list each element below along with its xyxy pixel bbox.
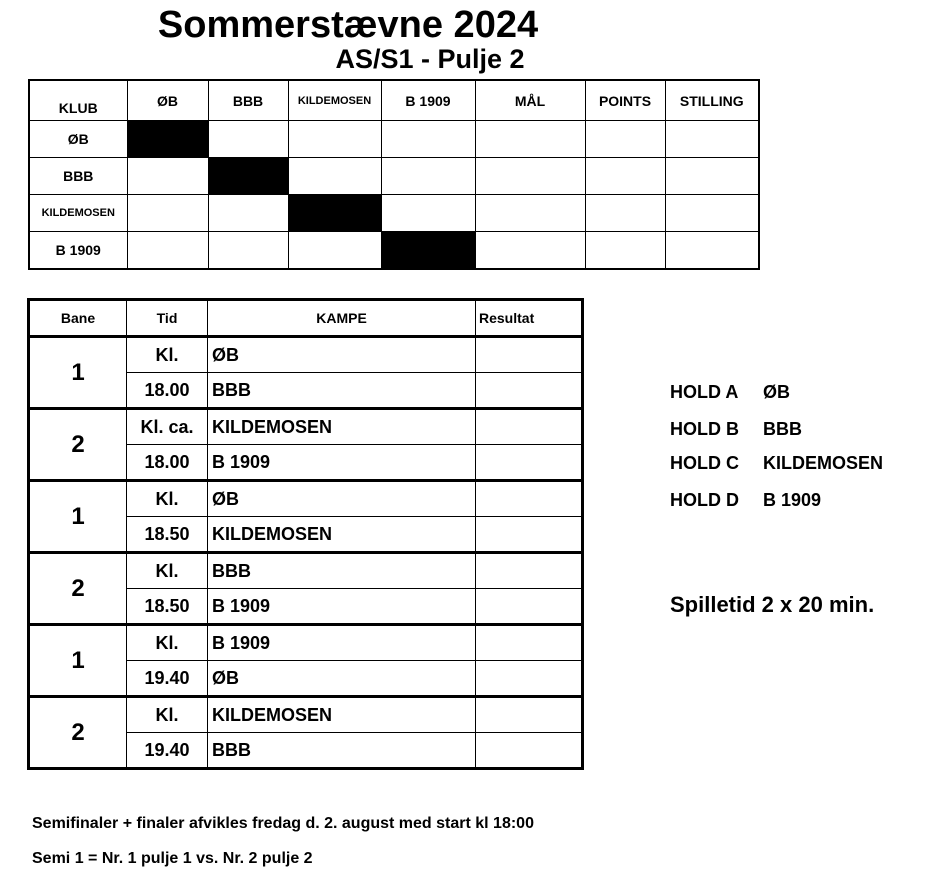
match-time: 18.50 [127,589,208,625]
mal-cell[interactable] [475,195,585,232]
match-home-team: KILDEMOSEN [208,697,476,733]
bane-number: 2 [29,409,127,481]
match-row [29,337,583,373]
match-away-team: B 1909 [208,445,476,481]
result-cell[interactable] [476,553,583,589]
result-cell[interactable] [476,481,583,517]
bane-number: 1 [29,625,127,697]
blocked-cell [127,121,208,158]
result-cell[interactable] [476,517,583,553]
header-klub: KLUB [29,80,127,121]
mal-cell[interactable] [475,158,585,195]
match-home-team: ØB [208,337,476,373]
stilling-cell[interactable] [665,195,759,232]
blocked-cell [381,232,475,270]
match-row [29,625,583,661]
hold-entry [670,453,883,474]
result-cell[interactable] [476,445,583,481]
result-cell[interactable] [288,158,381,195]
bane-number: 1 [29,481,127,553]
result-cell[interactable] [288,121,381,158]
header-resultat: Resultat [476,300,583,337]
header-club-b1909: B 1909 [381,80,475,121]
match-away-team: BBB [208,733,476,769]
footer-note: Semi 1 = Nr. 1 pulje 1 vs. Nr. 2 pulje 2 [32,850,313,867]
club-name: B 1909 [29,232,127,270]
match-home-team: ØB [208,481,476,517]
club-name: BBB [29,158,127,195]
header-club-bbb: BBB [208,80,288,121]
result-cell[interactable] [381,195,475,232]
mal-cell[interactable] [475,232,585,270]
spilletid-text: Spilletid 2 x 20 min. [670,592,875,617]
match-time: 19.40 [127,661,208,697]
match-row [29,553,583,589]
page-title: Sommerstævne 2024 [157,4,539,46]
result-cell[interactable] [127,158,208,195]
result-cell[interactable] [476,697,583,733]
hold-team: ØB [763,382,790,402]
stilling-cell[interactable] [665,232,759,270]
hold-entry [670,419,802,440]
match-kl: Kl. [127,553,208,589]
result-cell[interactable] [288,232,381,270]
match-time: 18.00 [127,445,208,481]
result-cell[interactable] [127,195,208,232]
match-away-team: B 1909 [208,589,476,625]
match-header-row [29,300,583,337]
match-home-team: KILDEMOSEN [208,409,476,445]
header-kampe: KAMPE [208,300,476,337]
hold-label: HOLD C [670,453,739,473]
match-time: 18.50 [127,517,208,553]
hold-label: HOLD B [670,419,739,439]
result-cell[interactable] [476,373,583,409]
blocked-cell [288,195,381,232]
hold-team: BBB [763,419,802,439]
header-points: POINTS [585,80,665,121]
footer-note: Semifinaler + finaler afvikles fredag d. 2. august med start kl 18:00 [32,815,534,832]
hold-entry [670,490,821,511]
blocked-cell [208,158,288,195]
page-subtitle: AS/S1 - Pulje 2 [335,44,525,74]
hold-label: HOLD A [670,382,739,402]
standings-table [28,79,760,270]
match-time: 19.40 [127,733,208,769]
header-bane: Bane [29,300,127,337]
hold-label: HOLD D [670,490,739,510]
result-cell[interactable] [476,409,583,445]
header-club-kildemosen: KILDEMOSEN [288,80,381,121]
standings-row [29,195,759,232]
result-cell[interactable] [208,232,288,270]
standings-header-row [29,80,759,121]
result-cell[interactable] [381,158,475,195]
header-tid: Tid [127,300,208,337]
standings-row [29,232,759,270]
mal-cell[interactable] [475,121,585,158]
bane-number: 1 [29,337,127,409]
points-cell[interactable] [585,121,665,158]
match-row [29,409,583,445]
match-row [29,481,583,517]
result-cell[interactable] [208,121,288,158]
points-cell[interactable] [585,195,665,232]
match-away-team: KILDEMOSEN [208,517,476,553]
match-kl: Kl. [127,625,208,661]
match-home-team: BBB [208,553,476,589]
bane-number: 2 [29,697,127,769]
match-kl: Kl. [127,697,208,733]
club-name: ØB [29,121,127,158]
hold-team: KILDEMOSEN [763,453,884,473]
points-cell[interactable] [585,232,665,270]
stilling-cell[interactable] [665,158,759,195]
header-stilling: STILLING [665,80,759,121]
result-cell[interactable] [476,625,583,661]
result-cell[interactable] [381,121,475,158]
points-cell[interactable] [585,158,665,195]
result-cell[interactable] [476,661,583,697]
match-away-team: ØB [208,661,476,697]
result-cell[interactable] [476,733,583,769]
match-kl: Kl. [127,481,208,517]
match-schedule-table [27,298,584,770]
match-away-team: BBB [208,373,476,409]
header-mal: MÅL [475,80,585,121]
hold-entry [670,382,790,403]
standings-row [29,158,759,195]
match-kl: Kl. [127,337,208,373]
result-cell[interactable] [208,195,288,232]
hold-team: B 1909 [763,490,822,510]
club-name: KILDEMOSEN [29,195,127,232]
match-home-team: B 1909 [208,625,476,661]
result-cell[interactable] [476,589,583,625]
result-cell[interactable] [127,232,208,270]
match-time: 18.00 [127,373,208,409]
standings-row [29,121,759,158]
match-row [29,697,583,733]
bane-number: 2 [29,553,127,625]
result-cell[interactable] [476,337,583,373]
match-kl: Kl. ca. [127,409,208,445]
stilling-cell[interactable] [665,121,759,158]
header-club-ob: ØB [127,80,208,121]
